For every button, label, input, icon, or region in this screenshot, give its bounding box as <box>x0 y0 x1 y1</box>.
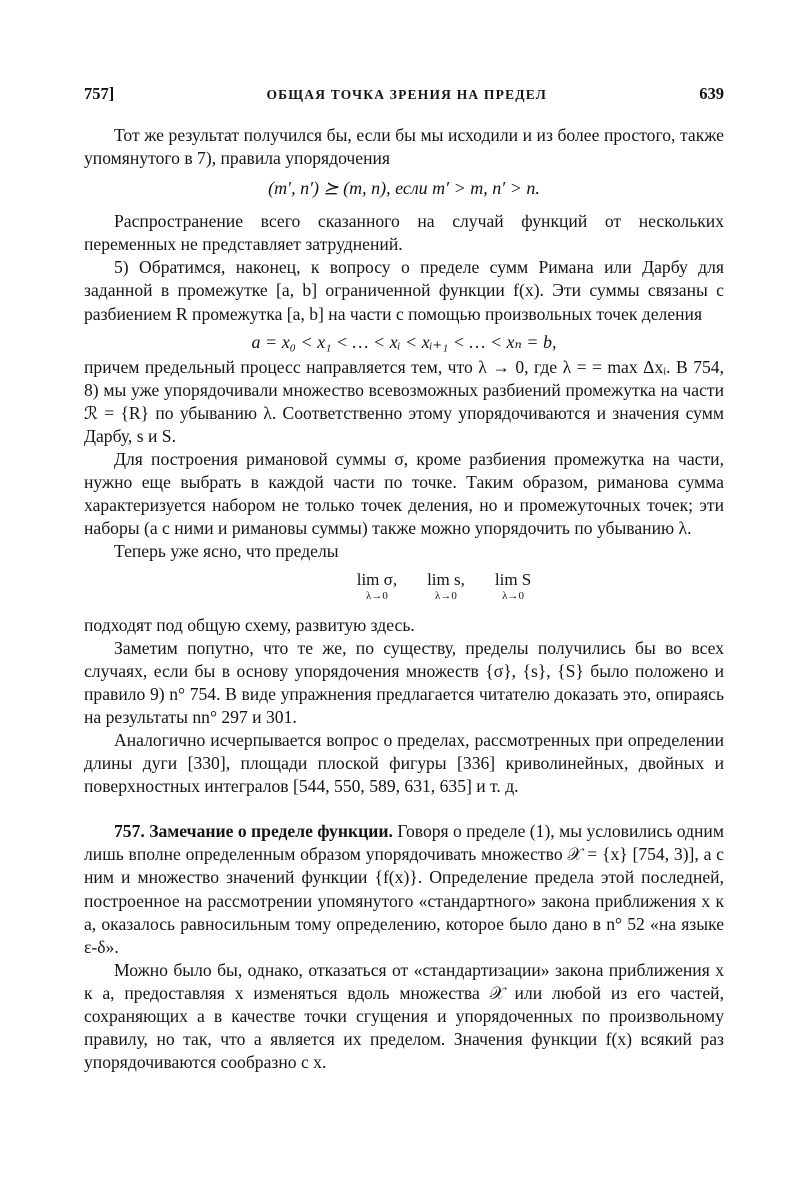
formula-partition: a = x₀ < x₁ < … < xᵢ < xᵢ₊₁ < … < xₙ = b, <box>251 331 557 352</box>
paragraph: Можно было бы, однако, отказаться от «стандартизации» закона приближения x к a, предоставляя x изменяться вдоль множества 𝒳 или любой из его частей, сохраняющих a в качестве точки сгущения и упорядоченных по произвольному правилу, но так, что a является их пределом. Значения функции f(x) всякий раз упорядочиваются сообразно с x. <box>84 959 724 1073</box>
paragraph: Заметим попутно, что те же, по существу, пределы получились бы во всех случаях, если бы в основу упорядочения множеств {σ}, {s}, {S} было положено и правило 9) n° 754. В виде упражнения предлагается читателю доказать это, опираясь на результаты nn° 297 и 301. <box>84 637 724 727</box>
paragraph: подходят под общую схему, развитую здесь. <box>84 614 415 635</box>
running-header <box>84 84 724 108</box>
section-text: Говоря о пределе (1), мы условились одним лишь вполне определенным образом упорядочивать множество 𝒳 = {x} [754, 3)], а с ним и множество значений функции {f(x)}. Определение предела этой последней, построенное на рассмотрении упомянутого «стандартного» закона приближения x к a, оказалось равносильным тому определению, которое было дано в n° 52 «на языке ε-δ». <box>84 821 724 957</box>
section-heading: Замечание о пределе функции. <box>149 821 393 842</box>
running-title: ОБЩАЯ ТОЧКА ЗРЕНИЯ НА ПРЕДЕЛ <box>266 87 548 102</box>
limit-sigma <box>357 570 397 610</box>
paragraph: Аналогично исчерпывается вопрос о пределах, рассмотренных при определении длины дуги [330], площади плоской фигуры [336] криволинейных, двойных и поверхностных интегралов [544, 550, 589, 631, 635] и т. д. <box>84 729 724 797</box>
paragraph: Для построения римановой суммы σ, кроме разбиения промежутка на части, нужно еще выбрать в каждой части по точке. Таким образом, риманова сумма характеризуется набором не только точек деления, но и промежуточных точек; эти наборы (а с ними и римановы суммы) также можно упорядочить по убыванию λ. <box>84 449 724 539</box>
formula-order-rule: (m′, n′) ⪰ (m, n), если m′ > m, n′ > n. <box>268 178 540 199</box>
limit-upper-sum <box>495 570 531 610</box>
section-ref: 757] <box>84 84 115 103</box>
section-gap <box>84 798 724 820</box>
page-number: 639 <box>699 84 724 103</box>
limit-sub: λ→0 <box>365 589 388 602</box>
paragraph: Распространение всего сказанного на случай функций от нескольких переменных не представляет затруднений. <box>84 211 724 255</box>
limit-expr: lim S <box>494 569 532 589</box>
book-page <box>84 84 724 1073</box>
paragraph: Тот же результат получился бы, если бы мы исходили и из более простого, также упомянутого в 7), правила упорядочения <box>84 125 724 169</box>
section-number: 757. <box>114 821 145 842</box>
limit-sub: λ→0 <box>502 589 524 602</box>
limit-expr: lim σ, <box>356 569 398 589</box>
limit-expr: lim s, <box>427 569 465 589</box>
page-body <box>84 124 724 1074</box>
section-757 <box>84 820 724 959</box>
limit-sub: λ→0 <box>435 589 457 602</box>
paragraph: 5) Обратимся, наконец, к вопросу о пределе сумм Римана или Дарбу для заданной в промежутке [a, b] ограниченной функции f(x). Эти суммы связаны с разбиением R промежутка [a, b] на части с помощью произвольных точек деления <box>84 257 724 324</box>
paragraph: Теперь уже ясно, что пределы <box>114 541 339 562</box>
paragraph: причем предельный процесс направляется тем, что λ → 0, где λ = = max Δxᵢ. В 754, 8) мы уже упорядочивали множество всевозможных разбиений промежутка на части ℛ = {R} по убыванию λ. Соответственно этому упорядочиваются и значения сумм Дарбу, s и S. <box>84 356 724 446</box>
limit-lower-sum <box>427 570 465 610</box>
formula-limits <box>164 570 724 610</box>
